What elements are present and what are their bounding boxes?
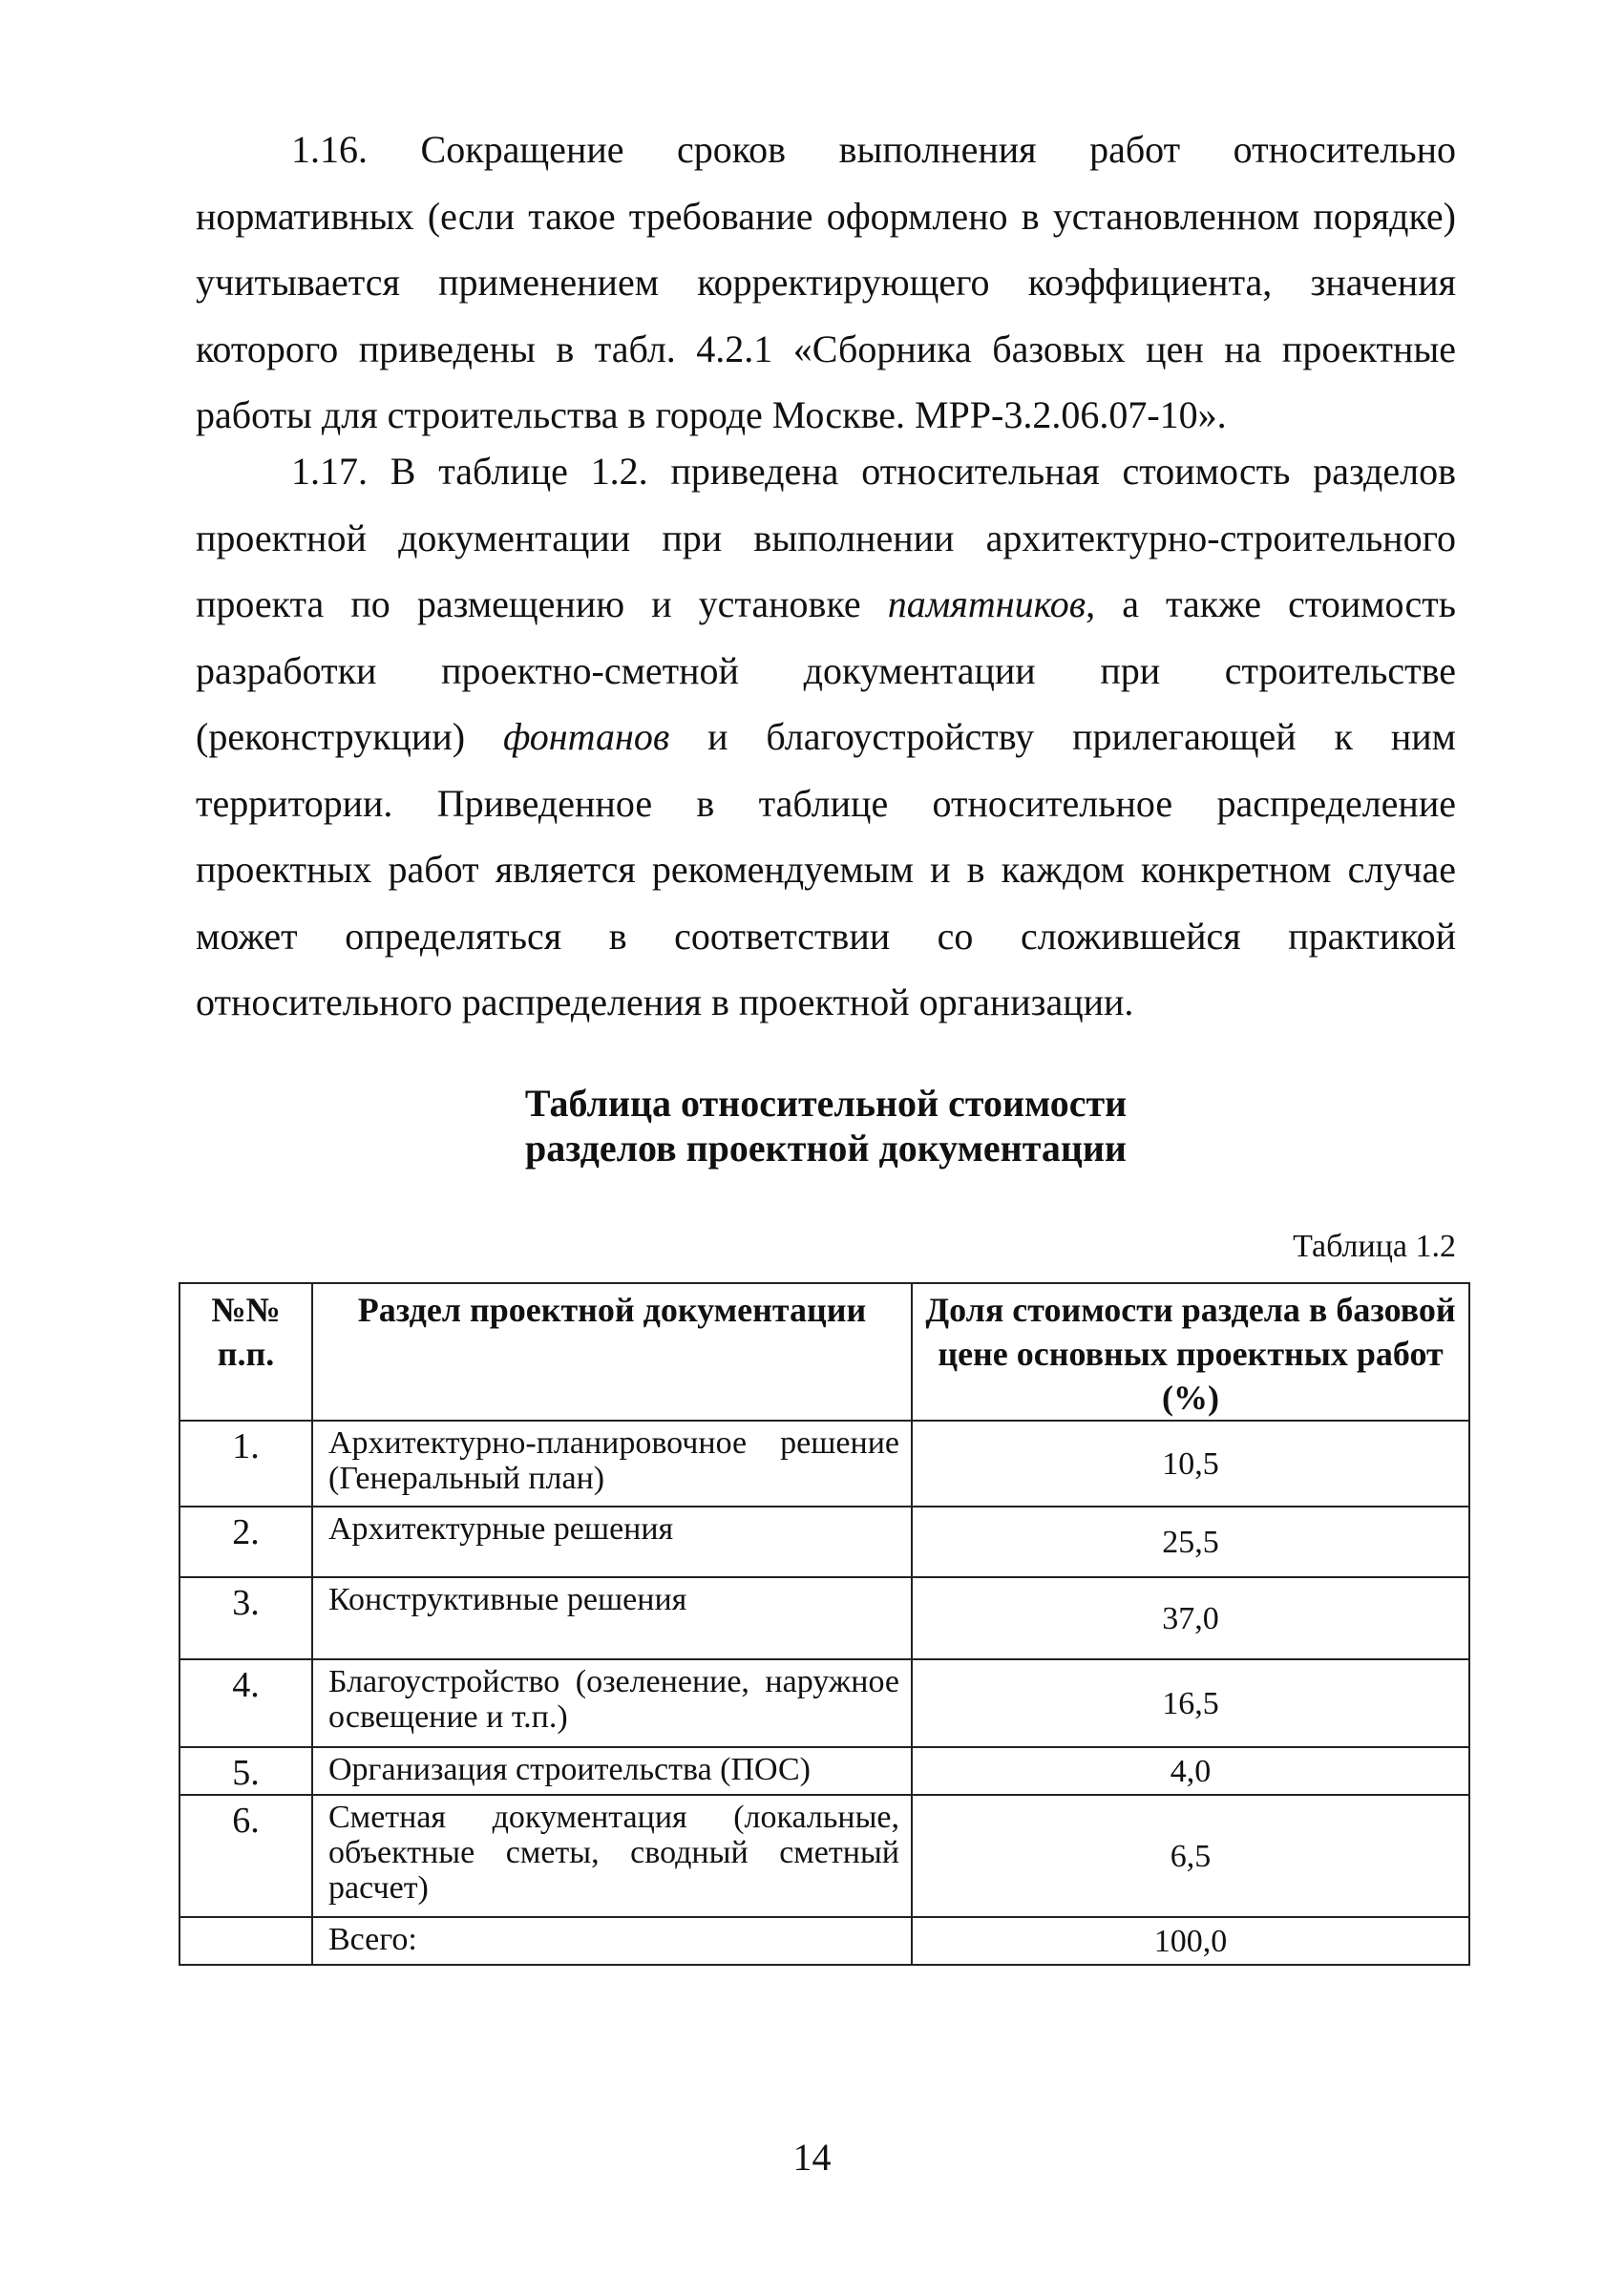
row-number: 4. [179,1659,312,1747]
table-heading [196,1081,1456,1170]
paragraph-1-17-text-b: , а также стоимость разработки проектно-сметной документации при строительстве (реконструкции) [196,582,1457,758]
paragraph-1-17 [196,438,1456,1036]
header-number: №№ п.п. [179,1283,312,1421]
row-share: 6,5 [912,1795,1469,1917]
paragraph-1-17-text-c: и благоустройству прилегающей к ним территории. Приведенное в таблице относительное распределение проектных работ является рекомендуемым и в каждом конкретном случае может определяться в соответствии со сложившейся практикой относительного распределения в проектной организации. [196,715,1456,1023]
row-number: 1. [179,1421,312,1507]
table-total-row [179,1917,1469,1965]
total-number [179,1917,312,1965]
row-share: 37,0 [912,1577,1469,1659]
table-heading-line-2: разделов проектной документации [525,1127,1127,1170]
paragraph-1-17-text-a: 1.17. В таблице 1.2. приведена относительная стоимость разделов проектной документации при выполнении архитектурно-строительного проекта по размещению и установке [196,450,1456,625]
cost-share-table [179,1282,1470,1966]
row-share: 16,5 [912,1659,1469,1747]
table-label: Таблица 1.2 [1293,1229,1456,1264]
table-heading-line-1: Таблица относительной стоимости [524,1082,1128,1125]
row-section: Благоустройство (озеленение, наружное освещение и т.п.) [312,1659,912,1747]
row-share: 25,5 [912,1507,1469,1577]
page-number: 14 [792,2136,832,2179]
paragraph-1-16: 1.16. Сокращение сроков выполнения работ относительно нормативных (если такое требование оформлено в установленном порядке) учитывается применением корректирующего коэффициента, значения которого приведены в табл. 4.2.1 «Сборника базовых цен на проектные работы для строительства в городе Москве. МРР-3.2.06.07-10». [196,128,1456,436]
paragraph-1-17-emphasis-fountains: фонтанов [502,715,670,758]
row-section: Организация строительства (ПОС) [312,1747,912,1795]
row-section: Архитектурные решения [312,1507,912,1577]
header-share: Доля стоимости раздела в базовой цене основных проектных работ (%) [912,1283,1469,1421]
row-number: 5. [179,1747,312,1795]
row-number: 3. [179,1577,312,1659]
row-share: 10,5 [912,1421,1469,1507]
paragraph-1-17-emphasis-monuments: памятников [887,582,1086,625]
table-row [179,1659,1469,1747]
table-row [179,1507,1469,1577]
table-row [179,1747,1469,1795]
table-header-row [179,1283,1469,1421]
total-share: 100,0 [912,1917,1469,1965]
row-share: 4,0 [912,1747,1469,1795]
table-row [179,1795,1469,1917]
table-row [179,1577,1469,1659]
row-number: 6. [179,1795,312,1917]
row-section: Конструктивные решения [312,1577,912,1659]
row-number: 2. [179,1507,312,1577]
header-section: Раздел проектной документации [312,1283,912,1421]
table-row [179,1421,1469,1507]
total-label: Всего: [312,1917,912,1965]
row-section: Архитектурно-планировочное решение (Генеральный план) [312,1421,912,1507]
row-section: Сметная документация (локальные, объектные сметы, сводный сметный расчет) [312,1795,912,1917]
